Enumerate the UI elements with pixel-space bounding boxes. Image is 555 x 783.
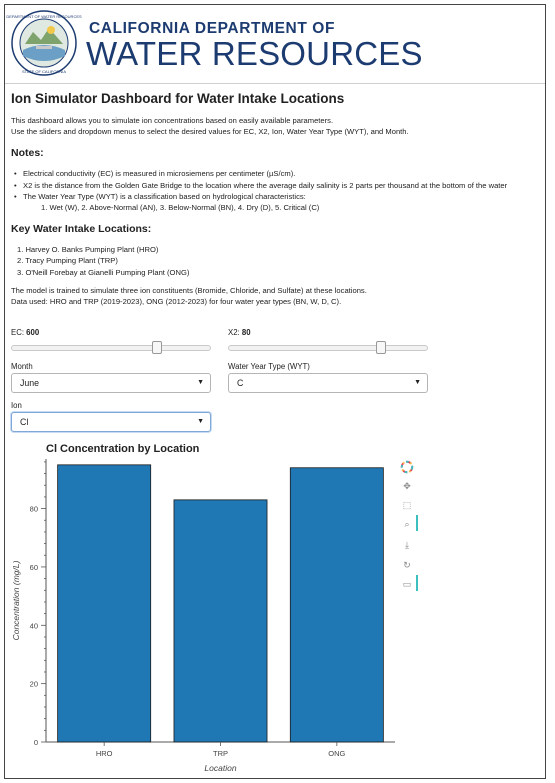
ec-label-text: EC:: [11, 328, 24, 337]
bokeh-logo-icon[interactable]: [399, 460, 415, 474]
x2-label-text: X2:: [228, 328, 240, 337]
location-item: 3. O'Neill Forebay at Gianelli Pumping Plant (ONG): [17, 267, 190, 277]
wyt-classification-list: 1. Wet (W), 2. Above-Normal (AN), 3. Below-Normal (BN), 4. Dry (D), 5. Critical (C): [41, 202, 320, 212]
y-tick-label: 60: [29, 562, 38, 572]
chevron-down-icon: ▼: [414, 379, 421, 386]
notes-heading: Notes:: [11, 147, 44, 159]
wyt-selected-value: C: [237, 378, 244, 388]
x2-slider[interactable]: [228, 341, 428, 355]
note-item: • The Water Year Type (WYT) is a classification based on hydrological characteristics:: [11, 191, 551, 203]
x2-value: 80: [241, 328, 251, 337]
ec-value: 600: [26, 328, 40, 337]
locations-heading: Key Water Intake Locations:: [11, 222, 152, 235]
org-name-line1: CALIFORNIA DEPARTMENT OF: [89, 20, 336, 37]
note-item: • Electrical conductivity (EC) is measured in microsiemens per centimeter (µS/cm).: [11, 168, 551, 180]
y-tick-label: 20: [29, 679, 38, 689]
location-item: 2. Tracy Pumping Plant (TRP): [17, 256, 118, 265]
reset-icon[interactable]: ↻: [403, 560, 411, 570]
ion-label: Ion: [11, 401, 22, 410]
ion-selected-value: Cl: [20, 417, 29, 427]
bar-hro: [58, 465, 151, 742]
pan-icon[interactable]: ✥: [403, 481, 411, 491]
header-divider: [5, 83, 545, 84]
note-item: • X2 is the distance from the Golden Gate Bridge to the location where the average daily salinity is 2 parts per thousand at the bottom of the water: [11, 180, 551, 192]
header: [5, 5, 545, 79]
chevron-down-icon: ▼: [197, 418, 204, 425]
chevron-down-icon: ▼: [197, 379, 204, 386]
notes-list: [11, 168, 551, 203]
concentration-bar-chart[interactable]: [5, 437, 555, 782]
data-description: Data used: HRO and TRP (2019-2023), ONG (2012-2023) for four water year types (BN, W, D, C).: [11, 296, 342, 306]
wheel-zoom-icon[interactable]: ⌕: [404, 519, 410, 529]
intro-line-1: This dashboard allows you to simulate ion concentrations based on easily available parameters.: [11, 116, 334, 125]
x-tick-label: HRO: [95, 749, 113, 758]
save-icon[interactable]: ⤓: [405, 540, 409, 550]
ec-slider-track: [11, 345, 211, 351]
box-zoom-icon[interactable]: ⬚: [402, 500, 412, 510]
page-frame: [4, 4, 546, 779]
x2-slider-label: [228, 328, 251, 337]
model-description: The model is trained to simulate three ion constituents (Bromide, Chloride, and Sulfate) at these locations.: [11, 286, 367, 295]
intro-line-2: Use the sliders and dropdown menus to select the desired values for EC, X2, Ion, Water Year Type (WYT), and Month.: [11, 126, 409, 136]
active-tool-indicator: [416, 575, 418, 591]
location-item: 1. Harvey O. Banks Pumping Plant (HRO): [17, 244, 159, 254]
month-selected-value: June: [20, 378, 40, 388]
locations-list: [11, 244, 551, 279]
y-tick-label: 0: [33, 738, 38, 747]
bar-ong: [290, 468, 383, 742]
active-tool-indicator: [416, 515, 418, 531]
svg-text:DEPARTMENT OF WATER RESOURCES: DEPARTMENT OF WATER RESOURCES: [6, 14, 82, 19]
ion-select[interactable]: [11, 412, 211, 432]
month-label: Month: [11, 362, 33, 371]
chart-toolbar: [399, 460, 419, 600]
ec-slider-label: [11, 328, 39, 337]
bar-trp: [174, 500, 267, 742]
intro-section: [11, 91, 551, 307]
wyt-label: Water Year Type (WYT): [228, 362, 310, 371]
svg-text:STATE OF CALIFORNIA: STATE OF CALIFORNIA: [21, 69, 67, 74]
page-title: Ion Simulator Dashboard for Water Intake Locations: [11, 91, 345, 106]
x2-slider-track: [228, 345, 428, 351]
wyt-select[interactable]: [228, 373, 428, 393]
hover-icon[interactable]: ▭: [402, 579, 412, 589]
y-tick-label: 40: [29, 621, 38, 631]
chart-title: Cl Concentration by Location: [46, 443, 200, 455]
y-axis-label: Concentration (mg/L): [11, 560, 21, 641]
dwr-seal-logo: [6, 10, 82, 76]
month-select[interactable]: [11, 373, 211, 393]
controls-panel: [5, 323, 555, 438]
ec-slider[interactable]: [11, 341, 211, 355]
ec-slider-handle[interactable]: [152, 341, 162, 354]
x-tick-label: ONG: [328, 749, 346, 758]
x-axis-label: Location: [204, 763, 237, 773]
org-name-line2: WATER RESOURCES: [86, 35, 423, 72]
y-tick-label: 80: [29, 504, 38, 514]
x2-slider-handle[interactable]: [376, 341, 386, 354]
x-tick-label: TRP: [213, 749, 228, 758]
